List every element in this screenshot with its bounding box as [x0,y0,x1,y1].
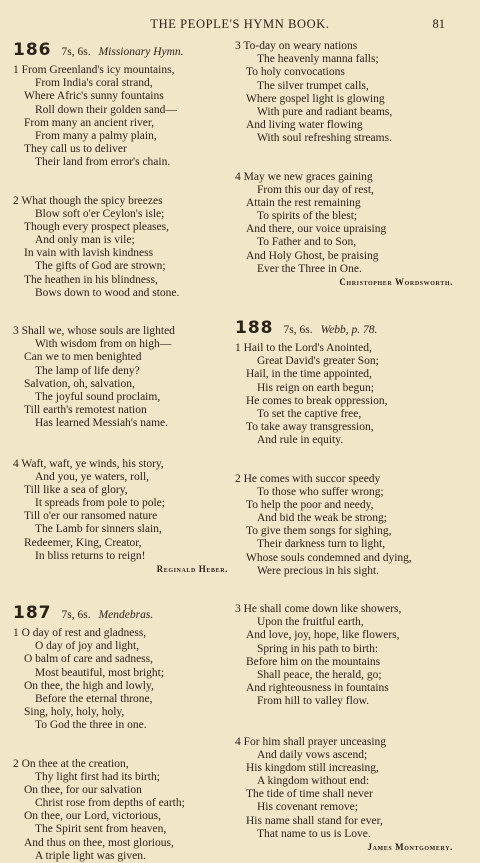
hymn-line: To take away transgression, [235,421,453,434]
hymn-186 [13,40,228,575]
hymn-line: The Spirit sent from heaven, [13,823,228,836]
hymn-line: And thus on thee, most glorious, [13,837,228,850]
hymn-line: With soul refreshing streams. [235,132,453,145]
stanza [13,758,228,863]
hymn-line: Before him on the mountains [235,656,453,669]
hymn-line: Their darkness turn to light, [235,538,453,551]
hymn-line: Ever the Three in One. [235,263,453,276]
hymn-line: Before the eternal throne, [13,693,228,706]
hymn-line: With pure and radiant beams, [235,106,453,119]
hymn-line: In vain with lavish kindness [13,247,228,260]
hymn-line: To help the poor and needy, [235,499,453,512]
hymn-line: And love, joy, hope, like flowers, [235,629,453,642]
hymn-line: And only man is vile; [13,234,228,247]
hymn-line: 4 For him shall prayer unceasing [235,736,453,749]
hymn-line: With wisdom from on high— [13,338,228,351]
stanza [13,64,228,170]
stanza [235,171,453,277]
stanza [235,736,453,842]
hymn-line: The tide of time shall never [235,788,453,801]
hymn-line: 3 Shall we, whose souls are lighted [13,325,228,338]
running-title: THE PEOPLE'S HYMN BOOK. [0,17,480,32]
hymn-line: In bliss returns to reign! [13,550,228,563]
hymn-line: Can we to men benighted [13,351,228,364]
hymn-line: A triple light was given. [13,850,228,863]
hymn-line: From India's coral strand, [13,77,228,90]
stanza [235,342,453,448]
hymn-line: He comes to break oppression, [235,395,453,408]
hymn-line: From this our day of rest, [235,184,453,197]
hymn-line: And you, ye waters, roll, [13,471,228,484]
hymn-line: Till like a sea of glory, [13,484,228,497]
hymn-tune: Mendebras. [99,609,154,621]
hymn-line: Hail, in the time appointed, [235,368,453,381]
hymn-line: The gifts of God are strown; [13,260,228,273]
hymn-line: That name to us is Love. [235,828,453,841]
hymn-line: 2 What though the spicy breezes [13,195,228,208]
hymn-meter: 7s, 6s. [284,324,313,336]
hymn-line: The heavenly manna falls; [235,53,453,66]
hymn-line: 4 May we new graces gaining [235,171,453,184]
hymn-line: A kingdom without end: [235,775,453,788]
hymn-line: 1 From Greenland's icy mountains, [13,64,228,77]
hymn-line: On thee, our Lord, victorious, [13,810,228,823]
hymn-line: From hill to valley flow. [235,695,453,708]
hymn-line: Spring in his path to birth: [235,643,453,656]
hymn-line: O day of joy and light, [13,640,228,653]
page-number: 81 [433,17,446,32]
hymn-line: And there, our voice upraising [235,223,453,236]
stanzas [13,627,228,863]
hymn-heading [13,40,228,60]
right-column [235,40,453,853]
hymn-line: Though every prospect pleases, [13,221,228,234]
stanza [235,40,453,146]
hymn-line: His covenant remove; [235,801,453,814]
hymn-line: His name shall stand for ever, [235,815,453,828]
hymn-line: 3 He shall come down like showers, [235,603,453,616]
hymn-tune: Missionary Hymn. [99,46,184,58]
hymn-line: Were precious in his sight. [235,565,453,578]
hymn-line: Most beautiful, most bright; [13,667,228,680]
hymn-line: On thee, the high and lowly, [13,680,228,693]
hymn-line: Attain the rest remaining [235,197,453,210]
hymn-line: The silver trumpet calls, [235,80,453,93]
hymn-line: Upon the fruitful earth, [235,616,453,629]
hymn-line: Salvation, oh, salvation, [13,378,228,391]
hymn-line: Shall peace, the herald, go; [235,669,453,682]
hymn-line: From many a palmy plain, [13,130,228,143]
hymn-line: And righteousness in fountains [235,682,453,695]
hymn-line: 2 He comes with succor speedy [235,473,453,486]
hymn-heading [235,318,453,338]
hymn-number: 188 [235,318,274,338]
hymn-line: Where Afric's sunny fountains [13,90,228,103]
hymn-line: 1 Hail to the Lord's Anointed, [235,342,453,355]
hymn-line: Great David's greater Son; [235,355,453,368]
hymn-line: Christ rose from depths of earth; [13,797,228,810]
hymn-line: And bid the weak be strong; [235,512,453,525]
hymn-187 [13,603,228,863]
hymn-meter: 7s, 6s. [62,46,91,58]
hymn-line: It spreads from pole to pole; [13,497,228,510]
hymn-line: Bows down to wood and stone. [13,287,228,300]
hymn-line: Sing, holy, holy, holy, [13,706,228,719]
hymn-line: To set the captive free, [235,408,453,421]
stanzas [235,40,453,276]
left-column [13,40,228,863]
hymn-line: To give them songs for sighing, [235,525,453,538]
hymn-line: Thy light first had its birth; [13,771,228,784]
hymn-line: To spirits of the blest; [235,210,453,223]
hymn-line: Their land from error's chain. [13,156,228,169]
hymn-188 [235,318,453,853]
stanza [13,325,228,431]
hymn-line: Redeemer, King, Creator, [13,537,228,550]
hymn-line: O balm of care and sadness, [13,653,228,666]
hymn-line: To Father and to Son, [235,236,453,249]
stanzas [235,342,453,841]
hymn-line: And daily vows ascend; [235,749,453,762]
hymn-number: 186 [13,40,52,60]
stanza [235,603,453,709]
hymn-author: Reginald Heber. [13,563,228,575]
hymn-line: On thee, for our salvation [13,784,228,797]
hymn-line: And living water flowing [235,119,453,132]
running-header [0,17,480,33]
hymn-line: Blow soft o'er Ceylon's isle; [13,208,228,221]
hymn-line: His reign on earth begun; [235,382,453,395]
hymn-line: Till o'er our ransomed nature [13,510,228,523]
hymn-line: They call us to deliver [13,143,228,156]
stanza [13,627,228,733]
hymn-author: James Montgomery. [235,841,453,853]
hymn-number: 187 [13,603,52,623]
hymn-heading [13,603,228,623]
hymn-line: Till earth's remotest nation [13,404,228,417]
hymn-tune: Webb, p. 78. [321,324,378,336]
hymn-line: Where gospel light is glowing [235,93,453,106]
hymn-line: His kingdom still increasing, [235,762,453,775]
hymn-line: 2 On thee at the creation, [13,758,228,771]
stanza [235,473,453,579]
hymn-line: To God the three in one. [13,719,228,732]
hymn-line: To those who suffer wrong; [235,486,453,499]
hymn-line: From many an ancient river, [13,117,228,130]
hymn-line: The lamp of life deny? [13,365,228,378]
hymn-187-continued [235,40,453,288]
hymn-line: The Lamb for sinners slain, [13,523,228,536]
hymn-line: Whose souls condemned and dying, [235,552,453,565]
hymn-line: And Holy Ghost, be praising [235,250,453,263]
hymn-line: The joyful sound proclaim, [13,391,228,404]
stanza [13,458,228,564]
hymn-line: Roll down their golden sand— [13,104,228,117]
hymn-line: Has learned Messiah's name. [13,417,228,430]
hymn-line: To holy convocations [235,66,453,79]
hymn-line: 1 O day of rest and gladness, [13,627,228,640]
hymn-author: Christopher Wordsworth. [235,276,453,288]
hymn-meter: 7s, 6s. [62,609,91,621]
stanza [13,195,228,301]
stanzas [13,64,228,563]
hymn-line: 3 To-day on weary nations [235,40,453,53]
hymn-line: The heathen in his blindness, [13,274,228,287]
hymn-line: 4 Waft, waft, ye winds, his story, [13,458,228,471]
hymn-line: And rule in equity. [235,434,453,447]
